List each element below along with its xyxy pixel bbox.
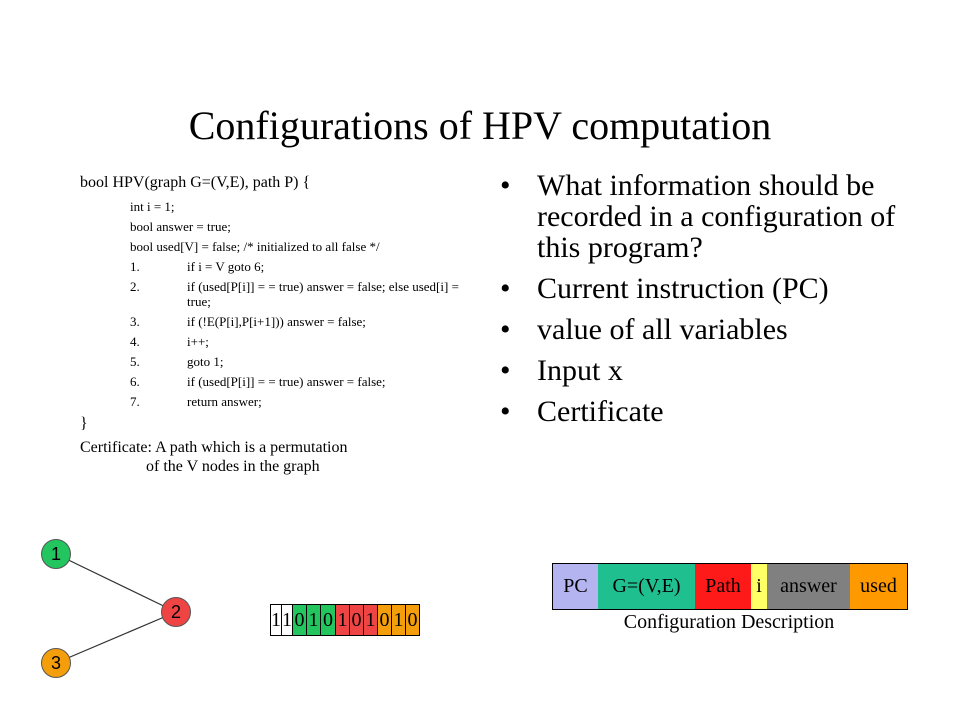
code-close-brace: } bbox=[80, 415, 88, 432]
config-cell-pc: PC bbox=[553, 564, 598, 609]
bit-cell: 0 bbox=[377, 605, 391, 635]
bullet-input: • Input x bbox=[500, 355, 920, 386]
graph-node-1: 1 bbox=[41, 539, 71, 569]
config-cell-i: i bbox=[751, 564, 767, 609]
configuration-description-bar bbox=[552, 563, 908, 610]
slide-title: Configurations of HPV computation bbox=[188, 103, 772, 148]
bit-cell: 1 bbox=[281, 605, 292, 635]
edge-1-2 bbox=[56, 554, 176, 612]
code-line-7: 7. return answer; bbox=[130, 394, 262, 409]
config-cell-used: used bbox=[850, 564, 907, 609]
code-line-5: 5. goto 1; bbox=[130, 354, 224, 369]
bit-cell: 1 bbox=[306, 605, 320, 635]
bit-cell: 1 bbox=[363, 605, 377, 635]
certificate-bitstring bbox=[270, 604, 420, 636]
decl-i: int i = 1; bbox=[130, 199, 175, 214]
bit-cell: 0 bbox=[405, 605, 419, 635]
code-line-6: 6. if (used[P[i]] = = true) answer = false; bbox=[130, 374, 386, 389]
bullet-pc: • Current instruction (PC) bbox=[500, 273, 920, 304]
function-header: bool HPV(graph G=(V,E), path P) { bbox=[80, 174, 311, 191]
code-line-3: 3. if (!E(P[i],P[i+1])) answer = false; bbox=[130, 314, 366, 329]
edge-2-3 bbox=[56, 612, 176, 663]
graph-node-2: 2 bbox=[161, 597, 191, 627]
decl-used: bool used[V] = false; /* initialized to all false */ bbox=[130, 239, 380, 254]
bit-cell: 1 bbox=[335, 605, 349, 635]
config-cell-answer: answer bbox=[767, 564, 850, 609]
bullet-question: • What information should be recorded in a configuration of this program? bbox=[500, 170, 920, 263]
graph-node-3: 3 bbox=[41, 648, 71, 678]
bit-cell: 1 bbox=[391, 605, 405, 635]
config-cell-path: Path bbox=[695, 564, 751, 609]
bit-cell: 1 bbox=[271, 605, 281, 635]
certificate-line-1: Certificate: A path which is a permutation bbox=[80, 439, 348, 456]
decl-answer: bool answer = true; bbox=[130, 219, 231, 234]
code-line-1: 1. if i = V goto 6; bbox=[130, 259, 265, 274]
code-line-4: 4. i++; bbox=[130, 334, 209, 349]
bit-cell: 0 bbox=[349, 605, 363, 635]
config-cell-graph: G=(V,E) bbox=[598, 564, 695, 609]
bullet-certificate: • Certificate bbox=[500, 396, 920, 427]
bit-cell: 0 bbox=[320, 605, 335, 635]
bit-cell: 0 bbox=[292, 605, 306, 635]
configuration-caption: Configuration Description bbox=[623, 611, 835, 633]
bullet-variables: • value of all variables bbox=[500, 314, 920, 345]
certificate-line-2: of the V nodes in the graph bbox=[146, 458, 320, 475]
code-line-2: 2. if (used[P[i]] = = true) answer = false; else used[i] = true; bbox=[130, 279, 459, 309]
